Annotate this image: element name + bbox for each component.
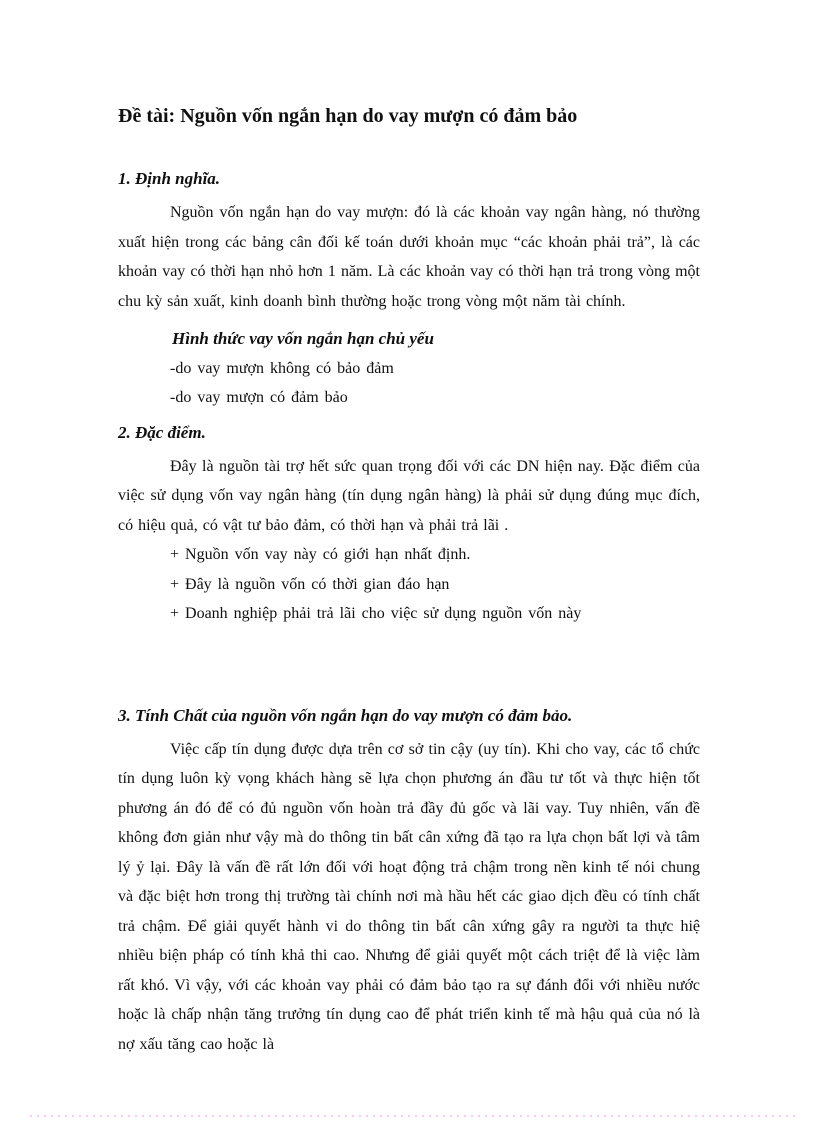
list-item-limit: + Nguồn vốn vay này có giới hạn nhất định.: [170, 546, 471, 563]
document-content: [118, 0, 700, 1059]
list-item-secured-loan: -do vay mượn có đảm bảo: [170, 389, 348, 406]
paragraph-definition: Nguồn vốn ngắn hạn do vay mượn: đó là các khoản vay ngân hàng, nó thường xuất hiện trong các bảng cân đối kế toán dưới khoản mục “các khoản phải trả”, là các khoản vay có thời hạn nhỏ hơn 1 năm. Là các khoản vay có thời hạn trả trong vòng một chu kỳ sản xuất, kinh doanh bình thường hoặc trong vòng một năm tài chính.: [118, 204, 700, 310]
section-heading-dinh-nghia: 1. Định nghĩa.: [118, 169, 221, 188]
section-heading-dac-diem: 2. Đặc điểm.: [118, 422, 206, 442]
list-item-maturity: + Đây là nguồn vốn có thời gian đáo hạn: [170, 575, 450, 593]
page-break-divider: [30, 1115, 795, 1117]
paragraph-characteristics: Đây là nguồn tài trợ hết sức quan trọng đối với các DN hiện nay. Đặc điểm của việc sử dụng vốn vay ngân hàng (tín dụng ngân hàng) là phải sử dụng đúng mục đích, có hiệu quả, có vật tư bảo đảm, có thời hạn và phải trả lãi .: [118, 457, 700, 534]
list-item-interest: + Doanh nghiệp phải trả lãi cho việc sử dụng nguồn vốn này: [170, 605, 582, 622]
subheading-loan-forms: Hình thức vay vốn ngắn hạn chủ yếu: [172, 329, 434, 348]
paragraph-nature: Việc cấp tín dụng được dựa trên cơ sở tin cậy (uy tín). Khi cho vay, các tổ chức tín dụng luôn kỳ vọng khách hàng sẽ lựa chọn phương án đầu tư tốt và thực hiện tốt phương án đó để có đủ nguồn vốn hoàn trả đầy đủ gốc và lãi vay. Tuy nhiên, vấn đề không đơn giản như vậy mà do thông tin bất cân xứng đã tạo ra lựa chọn bất lợi và tâm lý ỷ lại. Đây là vấn đề rất lớn đối với hoạt động trả chậm trong nền kinh tế nói chung và đặc biệt hơn trong thị trường tài chính nơi mà hầu hết các giao dịch đều có tính chất trả chậm. Để giải quyết hành vi do thông tin bất cân xứng gây ra người ta thực hiệ nhiều biện pháp có tính khả thi cao. Nhưng để giải quyết một cách triệt để là việc làm rất khó. Vì vậy, với các khoản vay phải có đảm bảo tạo ra sự đánh đổi với nhiều nước hoặc là chấp nhận tăng trưởng tín dụng cao để phát triển kinh tế mà hậu quả của nó là nợ xấu tăng cao hoặc là: [118, 740, 700, 1053]
document-title: Đề tài: Nguồn vốn ngắn hạn do vay mượn có đảm bảo: [118, 105, 578, 127]
list-item-unsecured-loan: -do vay mượn không có bảo đảm: [170, 359, 394, 377]
section-heading-tinh-chat: 3. Tính Chất của nguồn vốn ngắn hạn do vay mượn có đảm bảo.: [118, 705, 573, 725]
